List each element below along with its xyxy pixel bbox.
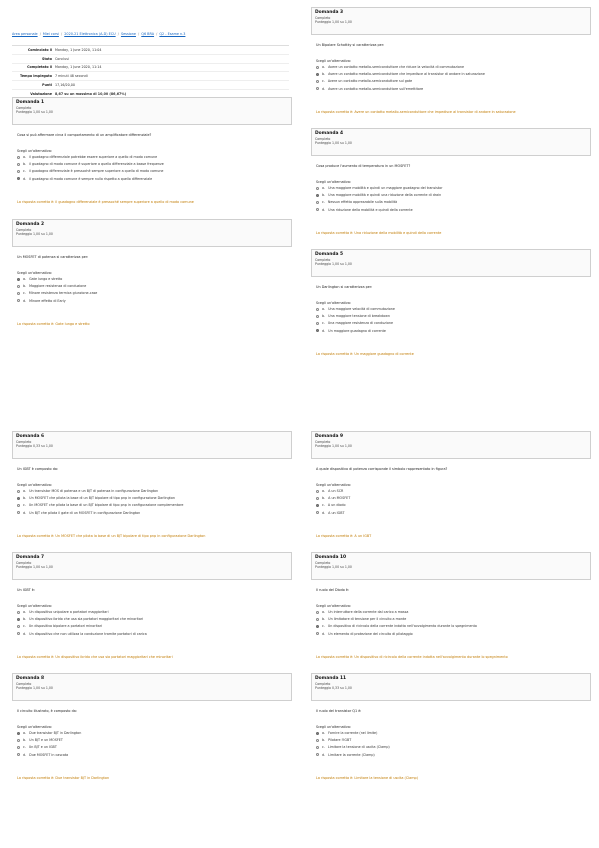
answer-option[interactable] <box>17 162 164 166</box>
radio-button[interactable] <box>17 490 20 493</box>
summary-value: 7 minuti 48 secondi <box>55 74 88 79</box>
option-letter: c. <box>23 169 26 174</box>
option-letter: a. <box>322 489 326 493</box>
correct-answer-feedback: La risposta corretta è: Un dispositivo di ricircolo della corrente indotta nell'avvolgimento durante lo spegnimento <box>316 655 508 659</box>
option-letter: b. <box>23 284 27 289</box>
option-text: Fornire la corrente (nel limite) <box>328 731 378 735</box>
question-info-box <box>311 552 591 580</box>
option-text: Un MOSFET che pilota la base di un BJT bipolare di tipo pnp in configurazione complementare <box>28 503 184 508</box>
radio-button[interactable] <box>316 80 319 83</box>
summary-row <box>12 46 289 55</box>
answer-option[interactable] <box>17 299 66 303</box>
answer-option[interactable] <box>316 186 442 190</box>
radio-button[interactable] <box>316 625 319 628</box>
breadcrumb-sep: / <box>138 32 140 36</box>
breadcrumb-sep: / <box>39 32 41 36</box>
answer-option[interactable] <box>17 277 62 281</box>
option-text: A un IGBT <box>328 510 345 515</box>
radio-button[interactable] <box>316 315 319 318</box>
radio-button[interactable] <box>17 497 20 500</box>
radio-button[interactable] <box>316 732 319 735</box>
radio-button[interactable] <box>17 170 20 173</box>
radio-button[interactable] <box>17 632 20 635</box>
option-letter: a. <box>322 731 326 735</box>
radio-button[interactable] <box>316 746 319 749</box>
question-info-box <box>12 431 292 459</box>
option-text: Un dispositivo che non utilizza la conduzione tramite portatori di carica <box>29 631 147 636</box>
breadcrumb-sep: / <box>156 32 158 36</box>
radio-button[interactable] <box>17 746 20 749</box>
option-letter: b. <box>23 496 27 501</box>
summary-value: Monday, 1 June 2020, 11:04 <box>55 47 102 52</box>
radio-button[interactable] <box>17 732 20 735</box>
option-text: Maggiore resistenza di conduzione <box>29 284 87 289</box>
radio-button[interactable] <box>316 187 319 190</box>
correct-answer-feedback: La risposta corretta è: Limitare la tensione di uscita (Clamp) <box>316 776 419 780</box>
correct-answer-feedback: La risposta corretta è: Un dispositivo ibrido che usa sia portatori maggioritari che minoritari <box>17 655 173 659</box>
question-info-box <box>12 97 292 125</box>
question-points: Punteggio 1,00 su 1,00 <box>315 141 352 146</box>
question-number: Domanda 3 <box>315 10 344 15</box>
option-letter: a. <box>23 155 27 159</box>
option-letter: c. <box>322 503 325 508</box>
radio-button[interactable] <box>17 285 20 288</box>
question-points: Punteggio 1,00 su 1,00 <box>315 262 352 267</box>
answer-option[interactable] <box>17 753 68 757</box>
option-text: Un BJT e un MOSFET <box>29 738 63 743</box>
question-status: Completo <box>16 105 32 110</box>
radio-button[interactable] <box>316 66 319 69</box>
radio-button[interactable] <box>316 739 319 742</box>
radio-button[interactable] <box>17 739 20 742</box>
answer-option[interactable] <box>17 496 175 500</box>
option-text: Avere un contatto metallo-semiconduttore sull'emettitore <box>328 86 424 91</box>
option-text: Un dispositivo di ricircolo della corrente indotta nell'avvolgimento durante lo spegnimento <box>327 624 477 629</box>
correct-answer-feedback: La risposta corretta è: il guadagno differenziale è pressoché sempre superiore a quello di modo comune <box>17 200 194 204</box>
option-letter: d. <box>322 752 326 757</box>
radio-button[interactable] <box>316 504 319 507</box>
radio-button[interactable] <box>316 322 319 325</box>
option-letter: b. <box>23 738 27 743</box>
radio-button[interactable] <box>17 278 20 281</box>
option-text: il guadagno di modo comune è superiore a quello differenziale a basse frequenze <box>29 162 164 167</box>
summary-value: Monday, 1 June 2020, 11:14 <box>55 65 102 70</box>
radio-button[interactable] <box>316 511 319 514</box>
option-text: A un MOSFET <box>328 496 351 501</box>
correct-answer-feedback: La risposta corretta è: Due transistor BJT in Darlington <box>17 776 110 780</box>
question-status: Completo <box>16 227 32 232</box>
option-letter: d. <box>23 176 27 181</box>
option-text: A un SCR <box>328 489 344 493</box>
option-letter: c. <box>23 745 26 750</box>
option-text: Avere un contatto metallo-semiconduttore che impedisce al transistor di andare in saturazione <box>328 72 485 77</box>
radio-button[interactable] <box>316 87 319 90</box>
option-letter: c. <box>322 321 325 326</box>
question-info-box <box>311 431 591 459</box>
answer-option[interactable] <box>17 738 63 742</box>
option-letter: d. <box>322 328 326 333</box>
answer-option[interactable] <box>316 65 464 69</box>
option-text: Minore resistenza termica giunzione-case <box>28 291 98 296</box>
correct-answer-feedback: La risposta corretta è: Una riduzione della mobilità e quindi della corrente <box>316 231 442 235</box>
option-letter: c. <box>322 624 325 629</box>
question-text: Un IGBT è composto da: <box>17 467 59 471</box>
option-text: A un diodo <box>327 503 346 508</box>
question-status: Completo <box>315 15 331 20</box>
answer-option[interactable] <box>17 177 152 181</box>
question-number: Domanda 11 <box>315 676 347 681</box>
breadcrumb-link-4[interactable]: Q6 BRA <box>141 32 155 36</box>
option-text: Limitare la tensione di uscita (Clamp) <box>327 745 390 750</box>
answer-title: Scegli un'alternativa: <box>17 483 52 487</box>
answer-option[interactable] <box>316 208 413 212</box>
option-letter: a. <box>322 65 326 69</box>
radio-button[interactable] <box>17 504 20 507</box>
radio-button[interactable] <box>316 490 319 493</box>
answer-option[interactable] <box>17 169 163 173</box>
question-text: Il ruolo del Diodo è: <box>316 588 350 592</box>
answer-option[interactable] <box>17 284 86 288</box>
option-letter: a. <box>322 307 326 311</box>
correct-answer-feedback: La risposta corretta è: A un IGBT <box>316 534 372 538</box>
option-text: Una maggiore velocità di commutazione <box>328 307 395 311</box>
question-number: Domanda 4 <box>315 131 344 136</box>
answer-option[interactable] <box>17 155 157 159</box>
question-status: Completo <box>315 439 331 444</box>
option-letter: b. <box>322 314 326 319</box>
option-text: Un limitatore di tensione per il circuito a monte <box>328 617 407 622</box>
question-points: Punteggio 1,00 su 1,00 <box>16 232 53 237</box>
question-status: Completo <box>315 257 331 262</box>
option-text: Minore effetto di Early <box>29 298 66 303</box>
question-text: Un Bipolare Schottky si caratterizza per: <box>316 43 385 47</box>
answer-option[interactable] <box>316 489 343 493</box>
answer-option[interactable] <box>316 307 395 311</box>
radio-button[interactable] <box>316 208 319 211</box>
answer-option[interactable] <box>316 314 390 318</box>
option-letter: c. <box>322 79 325 84</box>
summary-value: 8,67 su un massimo di 10,00 (86,67%) <box>55 91 127 96</box>
question-points: Punteggio 0,33 su 1,00 <box>315 686 352 691</box>
correct-answer-feedback: La risposta corretta è: Gate lungo e stretto <box>17 322 90 326</box>
radio-button[interactable] <box>316 618 319 621</box>
answer-option[interactable] <box>17 632 147 636</box>
option-text: il guadagno di modo comune è sempre nullo rispetto a quello differenziale <box>29 176 153 181</box>
answer-title: Scegli un'alternativa: <box>17 725 52 729</box>
option-letter: a. <box>23 610 27 614</box>
radio-button[interactable] <box>17 753 20 756</box>
question-points: Punteggio 1,00 su 1,00 <box>315 444 352 449</box>
option-letter: d. <box>23 298 27 303</box>
option-text: Un dispositivo unipolare a portatori maggioritari <box>29 610 109 614</box>
answer-title: Scegli un'alternativa: <box>316 180 351 184</box>
answer-option[interactable] <box>17 503 183 507</box>
option-letter: d. <box>23 631 27 636</box>
option-letter: c. <box>23 291 26 296</box>
option-letter: c. <box>23 503 26 508</box>
answer-option[interactable] <box>17 745 57 749</box>
question-info-box <box>12 552 292 580</box>
answer-option[interactable] <box>316 496 350 500</box>
option-text: Un dispositivo ibrido che usa sia portatori maggioritari che minoritari <box>29 617 144 622</box>
option-text: Un BJT che pilota il gate di un MOSFET in configurazione Darlington <box>29 510 141 515</box>
answer-option[interactable] <box>316 503 346 507</box>
question-number: Domanda 2 <box>16 222 45 227</box>
radio-button[interactable] <box>316 632 319 635</box>
option-letter: b. <box>322 738 326 743</box>
question-status: Completo <box>315 681 331 686</box>
question-status: Completo <box>16 560 32 565</box>
summary-row <box>12 72 289 81</box>
question-number: Domanda 1 <box>16 100 45 105</box>
radio-button[interactable] <box>17 511 20 514</box>
answer-option[interactable] <box>316 200 397 204</box>
quiz-summary-table <box>12 45 289 99</box>
option-letter: b. <box>322 617 326 622</box>
answer-option[interactable] <box>316 753 375 757</box>
option-letter: d. <box>322 631 326 636</box>
summary-row <box>12 64 289 73</box>
question-points: Punteggio 1,00 su 1,00 <box>16 565 53 570</box>
breadcrumb <box>12 32 297 37</box>
summary-key: Valutazione <box>30 91 52 96</box>
question-text: Il ruolo del transistor Q1 è: <box>316 709 362 713</box>
answer-title: Scegli un'alternativa: <box>316 604 351 608</box>
summary-key: Stato <box>41 56 52 61</box>
option-letter: d. <box>322 86 326 91</box>
summary-value: 17,16/20,00 <box>55 83 75 88</box>
radio-button[interactable] <box>17 292 20 295</box>
option-text: Avere un contatto metallo-semiconduttore sul gate <box>327 79 413 84</box>
radio-button[interactable] <box>17 163 20 166</box>
question-info-box <box>12 673 292 701</box>
answer-option[interactable] <box>316 617 406 621</box>
option-letter: b. <box>322 193 326 198</box>
option-text: Una maggiore tensione di breakdown <box>328 314 390 319</box>
option-letter: a. <box>23 489 27 493</box>
answer-option[interactable] <box>316 738 351 742</box>
summary-row <box>12 81 289 90</box>
question-status: Completo <box>315 560 331 565</box>
radio-button[interactable] <box>316 73 319 76</box>
answer-option[interactable] <box>316 193 441 197</box>
question-text: Un MOSFET di potenza si caratterizza per: <box>17 255 89 259</box>
answer-option[interactable] <box>17 489 158 493</box>
option-letter: b. <box>23 162 27 167</box>
option-text: Una maggiore resistenza di conduzione <box>327 321 393 326</box>
summary-value: Conclusi <box>55 56 69 61</box>
summary-row <box>12 55 289 64</box>
question-points: Punteggio 1,00 su 1,00 <box>315 20 352 25</box>
question-number: Domanda 6 <box>16 434 45 439</box>
summary-key: Punti <box>42 83 52 88</box>
option-text: Due MOSFET in cascata <box>29 752 69 757</box>
option-letter: c. <box>322 745 325 750</box>
question-number: Domanda 9 <box>315 434 344 439</box>
summary-key: Tempo impiegato <box>20 74 52 79</box>
option-text: Gate lungo e stretto <box>29 277 63 281</box>
question-status: Completo <box>16 439 32 444</box>
answer-option[interactable] <box>316 632 413 636</box>
option-letter: b. <box>322 496 326 501</box>
option-letter: d. <box>322 207 326 212</box>
option-letter: d. <box>23 510 27 515</box>
correct-answer-feedback: La risposta corretta è: Un maggiore guadagno di corrente <box>316 352 414 356</box>
breadcrumb-link-1[interactable]: Miei corsi <box>42 32 59 36</box>
option-text: Un interruttore della corrente dal carico a massa <box>328 610 409 614</box>
option-letter: c. <box>322 200 325 205</box>
question-number: Domanda 10 <box>315 555 347 560</box>
answer-option[interactable] <box>17 624 102 628</box>
radio-button[interactable] <box>17 177 20 180</box>
option-text: Una maggiore mobilità e quindi una riduzione della corrente di drain <box>328 193 442 198</box>
question-number: Domanda 5 <box>315 252 344 257</box>
answer-title: Scegli un'alternativa: <box>316 725 351 729</box>
option-text: il guadagno differenziale potrebbe essere superiore a quello di modo comune <box>29 155 158 159</box>
answer-option[interactable] <box>316 624 477 628</box>
question-points: Punteggio 1,00 su 1,00 <box>315 565 352 570</box>
radio-button[interactable] <box>316 194 319 197</box>
question-points: Punteggio 1,00 su 1,00 <box>16 110 53 115</box>
option-text: Un transistor MOS di potenza e un BJT di potenza in configurazione Darlington <box>29 489 159 493</box>
radio-button[interactable] <box>17 611 20 614</box>
option-text: Un elemento di protezione del circuito di pilotaggio <box>328 631 413 636</box>
radio-button[interactable] <box>316 201 319 204</box>
option-letter: a. <box>23 731 27 735</box>
answer-title: Scegli un'alternativa: <box>316 59 351 63</box>
option-letter: a. <box>23 277 27 281</box>
answer-option[interactable] <box>316 329 386 333</box>
option-letter: a. <box>322 186 326 190</box>
breadcrumb-link-3[interactable]: Sessione <box>120 32 136 36</box>
question-info-box <box>311 7 591 35</box>
question-text: Un IGBT è: <box>17 588 36 592</box>
option-letter: d. <box>322 510 326 515</box>
answer-title: Scegli un'alternativa: <box>17 604 52 608</box>
option-text: Pilotare l'IGBT <box>328 738 352 743</box>
answer-option[interactable] <box>316 731 377 735</box>
question-text: Il circuito illustrato, è composto da: <box>17 709 77 713</box>
breadcrumb-link-5[interactable]: Q2 - Esame n.3 <box>159 32 186 36</box>
question-number: Domanda 7 <box>16 555 45 560</box>
option-text: Limitare la corrente (Clamp) <box>328 752 375 757</box>
answer-option[interactable] <box>17 617 143 621</box>
option-text: il guadagno differenziale è pressoché sempre superiore a quello di modo comune <box>28 169 164 174</box>
answer-title: Scegli un'alternativa: <box>17 271 52 275</box>
answer-option[interactable] <box>316 610 408 614</box>
radio-button[interactable] <box>316 753 319 756</box>
radio-button[interactable] <box>17 156 20 159</box>
question-status: Completo <box>315 136 331 141</box>
correct-answer-feedback: La risposta corretta è: Un MOSFET che pilota la base di un BJT bipolare di tipo pnp in configurazione Darlington <box>17 534 206 538</box>
radio-button[interactable] <box>17 618 20 621</box>
option-text: Un maggiore guadagno di corrente <box>328 328 386 333</box>
radio-button[interactable] <box>316 308 319 311</box>
option-text: Avere un contatto metallo-semiconduttore che riduce la velocità di commutazione <box>328 65 464 69</box>
question-info-box <box>12 219 292 247</box>
answer-option[interactable] <box>316 321 393 325</box>
option-letter: d. <box>23 752 27 757</box>
option-text: Nessun effetto apprezzabile sulla mobilità <box>327 200 398 205</box>
option-text: Un dispositivo bipolare a portatori minoritari <box>28 624 103 629</box>
question-status: Completo <box>16 681 32 686</box>
question-info-box <box>311 673 591 701</box>
summary-key: Cominciato il <box>27 47 52 52</box>
summary-key: Completato il <box>27 65 52 70</box>
question-text: Cosa produce l'aumento di temperatura in un MOSFET? <box>316 164 411 168</box>
answer-option[interactable] <box>316 745 390 749</box>
question-info-box <box>311 249 591 277</box>
answer-title: Scegli un'alternativa: <box>316 483 351 487</box>
radio-button[interactable] <box>17 299 20 302</box>
option-text: Un BJT e un IGBT <box>28 745 57 750</box>
radio-button[interactable] <box>316 329 319 332</box>
radio-button[interactable] <box>316 497 319 500</box>
question-text: Un Darlington si caratterizza per: <box>316 285 373 289</box>
question-points: Punteggio 0,33 su 1,00 <box>16 444 53 449</box>
answer-option[interactable] <box>316 87 423 91</box>
option-letter: b. <box>23 617 27 622</box>
answer-title: Scegli un'alternativa: <box>316 301 351 305</box>
option-letter: b. <box>322 72 326 77</box>
question-info-box <box>311 128 591 156</box>
option-letter: a. <box>322 610 326 614</box>
breadcrumb-sep: / <box>61 32 63 36</box>
answer-option[interactable] <box>17 291 97 295</box>
breadcrumb-sep: / <box>117 32 119 36</box>
question-number: Domanda 8 <box>16 676 45 681</box>
radio-button[interactable] <box>17 625 20 628</box>
answer-option[interactable] <box>316 72 485 76</box>
answer-option[interactable] <box>17 610 109 614</box>
answer-option[interactable] <box>316 79 412 83</box>
option-text: Un MOSFET che pilota la base di un BJT bipolare di tipo pnp in configurazione Darlington <box>29 496 175 501</box>
question-text: A quale dispositivo di potenza corrisponde il simbolo rappresentato in figura? <box>316 467 448 471</box>
radio-button[interactable] <box>316 611 319 614</box>
answer-title: Scegli un'alternativa: <box>17 149 52 153</box>
question-points: Punteggio 1,00 su 1,00 <box>16 686 53 691</box>
option-letter: c. <box>23 624 26 629</box>
option-text: Due transistor BJT in Darlington <box>29 731 82 735</box>
answer-option[interactable] <box>316 511 345 515</box>
option-text: Una maggiore mobilità e quindi un maggiore guadagno del transistor <box>328 186 443 190</box>
answer-option[interactable] <box>17 731 81 735</box>
breadcrumb-link-2[interactable]: 2020-21 Elettronica (A-D) ECU <box>64 32 116 36</box>
breadcrumb-link-0[interactable]: Area personale <box>12 32 38 36</box>
answer-option[interactable] <box>17 511 140 515</box>
question-text: Cosa si può affermare circa il comportamento di un amplificatore differenziale? <box>17 133 152 137</box>
correct-answer-feedback: La risposta corretta è: Avere un contatto metallo-semiconduttore che impedisce al transistor di andare in saturazione <box>316 110 516 114</box>
option-text: Una riduzione della mobilità e quindi della corrente <box>328 207 413 212</box>
